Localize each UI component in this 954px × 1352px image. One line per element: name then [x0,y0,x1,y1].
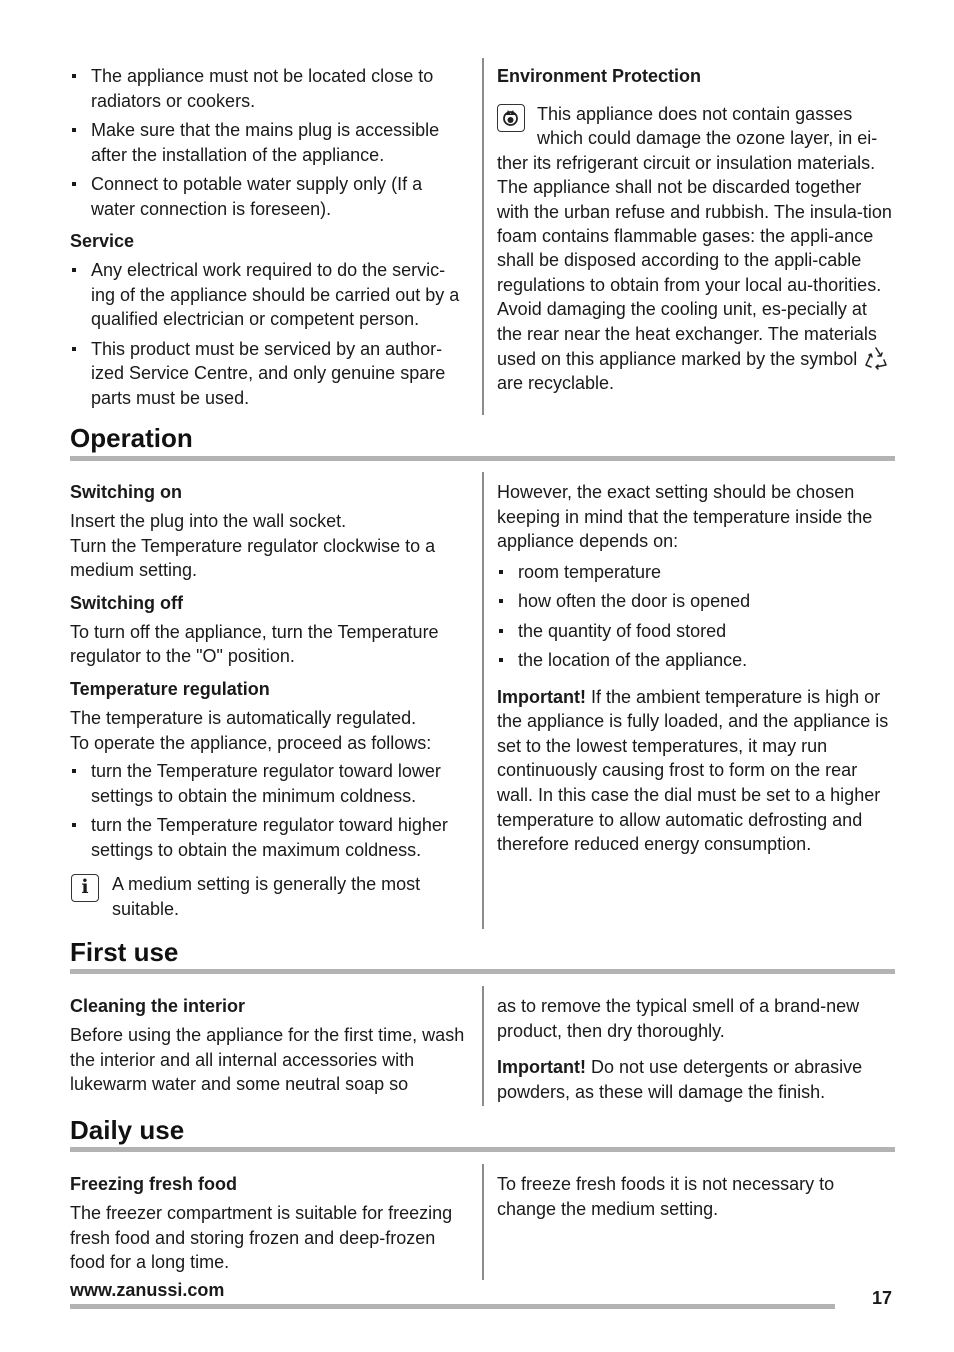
installation-list [70,64,468,221]
daily-use-right-text: To freeze fresh foods it is not necessary to change the medium setting. [497,1174,835,1219]
list-item: the quantity of food stored [497,619,895,644]
footer-url: www.zanussi.com [70,1280,225,1300]
temperature-list [70,759,468,862]
temperature-text-2: To operate the appliance, proceed as follows: [70,732,432,753]
environment-heading: Environment Protection [497,66,702,86]
daily-use-title: Daily use [70,1115,185,1145]
first-use-left-column [70,994,468,1105]
switching-off-heading: Switching off [70,592,183,613]
operation-right-column [497,480,895,865]
important-note [497,1055,895,1104]
list-item: the location of the appliance. [497,648,895,673]
operation-title: Operation [70,423,193,453]
cleaning-heading: Cleaning the interior [70,996,246,1016]
switching-on-text-1: Insert the plug into the wall socket. [70,511,347,531]
column-divider [482,1164,484,1280]
environment-text: This appliance does not contain gasses which could damage the ozone layer, in ei-ther its refrigerant circuit or insulation materials. The appliance shall not be discarded together with the urban refuse and rubbish. The insula-tion foam contains flammable gases: the appli-ance shall be disposed according to the appli-cable regulations to obtain from your local au-thorities. Avoid damaging the cooling unit, es-pecially at the rear near the heat exchanger. The materials used on this appliance marked by [497,104,892,370]
freezing-heading: Freezing fresh food [70,1174,238,1194]
freezing-text: The freezer compartment is suitable for freezing fresh food and storing frozen and deep-frozen food for a long time. [70,1203,453,1273]
important-note [497,685,895,857]
section-rule [70,969,895,974]
recycle-icon [864,346,888,370]
list-item: room temperature [497,560,895,585]
list-item: This product must be serviced by an author-ized Service Centre, and only genuine spare parts must be used. [70,337,468,411]
list-item: Connect to potable water supply only (If a water connection is foreseen). [70,172,468,221]
first-use-right-column [497,994,895,1112]
operation-left-column [70,480,468,922]
service-heading: Service [70,231,135,252]
info-note-text: A medium setting is generally the most suitable. [112,874,421,919]
list-item: how often the door is opened [497,589,895,614]
section-rule [70,1147,895,1152]
first-use-title: First use [70,937,179,967]
info-icon: i [71,874,99,902]
important-label: Important! [497,686,586,707]
environment-symbol-after: are recyclable. [497,373,615,394]
environment-icon [497,104,525,132]
info-note [70,872,468,921]
temperature-text-1: The temperature is automatically regulated. [70,707,417,728]
list-item: turn the Temperature regulator toward lower settings to obtain the minimum coldness. [70,759,468,808]
switching-off-text: To turn off the appliance, turn the Temperature regulator to the "O" position. [70,621,439,667]
top-right-column [497,64,895,396]
service-list [70,258,468,410]
daily-use-left-column [70,1172,468,1283]
setting-intro: However, the exact setting should be chosen keeping in mind that the temperature inside the appliance depends on: [497,482,873,552]
cleaning-text: Before using the appliance for the first time, wash the interior and all internal accessories with lukewarm water and some neutral soap so [70,1025,465,1095]
environment-paragraph [497,102,895,396]
factors-list [497,560,895,673]
list-item: The appliance must not be located close to radiators or cookers. [70,64,468,113]
column-divider [482,986,484,1106]
page-number: 17 [872,1288,893,1308]
environment-symbol-before: the symbol [770,349,858,370]
section-rule [70,456,895,461]
switching-on-text-2: Turn the Temperature regulator clockwise to a medium setting. [70,535,436,581]
switching-on-heading: Switching on [70,482,182,502]
first-use-right-text: as to remove the typical smell of a brand-new product, then dry thoroughly. [497,996,860,1041]
list-item: Any electrical work required to do the servic-ing of the appliance should be carried out by a qualified electrician or competent person. [70,258,468,332]
top-left-column [70,64,468,419]
important-label: Important! [497,1057,586,1078]
list-item: turn the Temperature regulator toward higher settings to obtain the maximum coldness. [70,813,468,862]
daily-use-right-column [497,1172,895,1229]
list-item: Make sure that the mains plug is accessible after the installation of the appliance. [70,118,468,167]
important-text: If the ambient temperature is high or the appliance is fully loaded, and the appliance is set to the lowest temperatures, it may run continuously causing frost to form on the rear wall. In this case the dial must be set to a higher temperature to allow automatic defrosting and therefore reduced energy consumption. [497,686,889,855]
column-divider [482,58,484,415]
temperature-regulation-heading: Temperature regulation [70,678,270,699]
important-text: Do not use detergents or abrasive powders, as these will damage the finish. [497,1057,863,1102]
column-divider [482,472,484,929]
footer-rule [70,1304,835,1309]
